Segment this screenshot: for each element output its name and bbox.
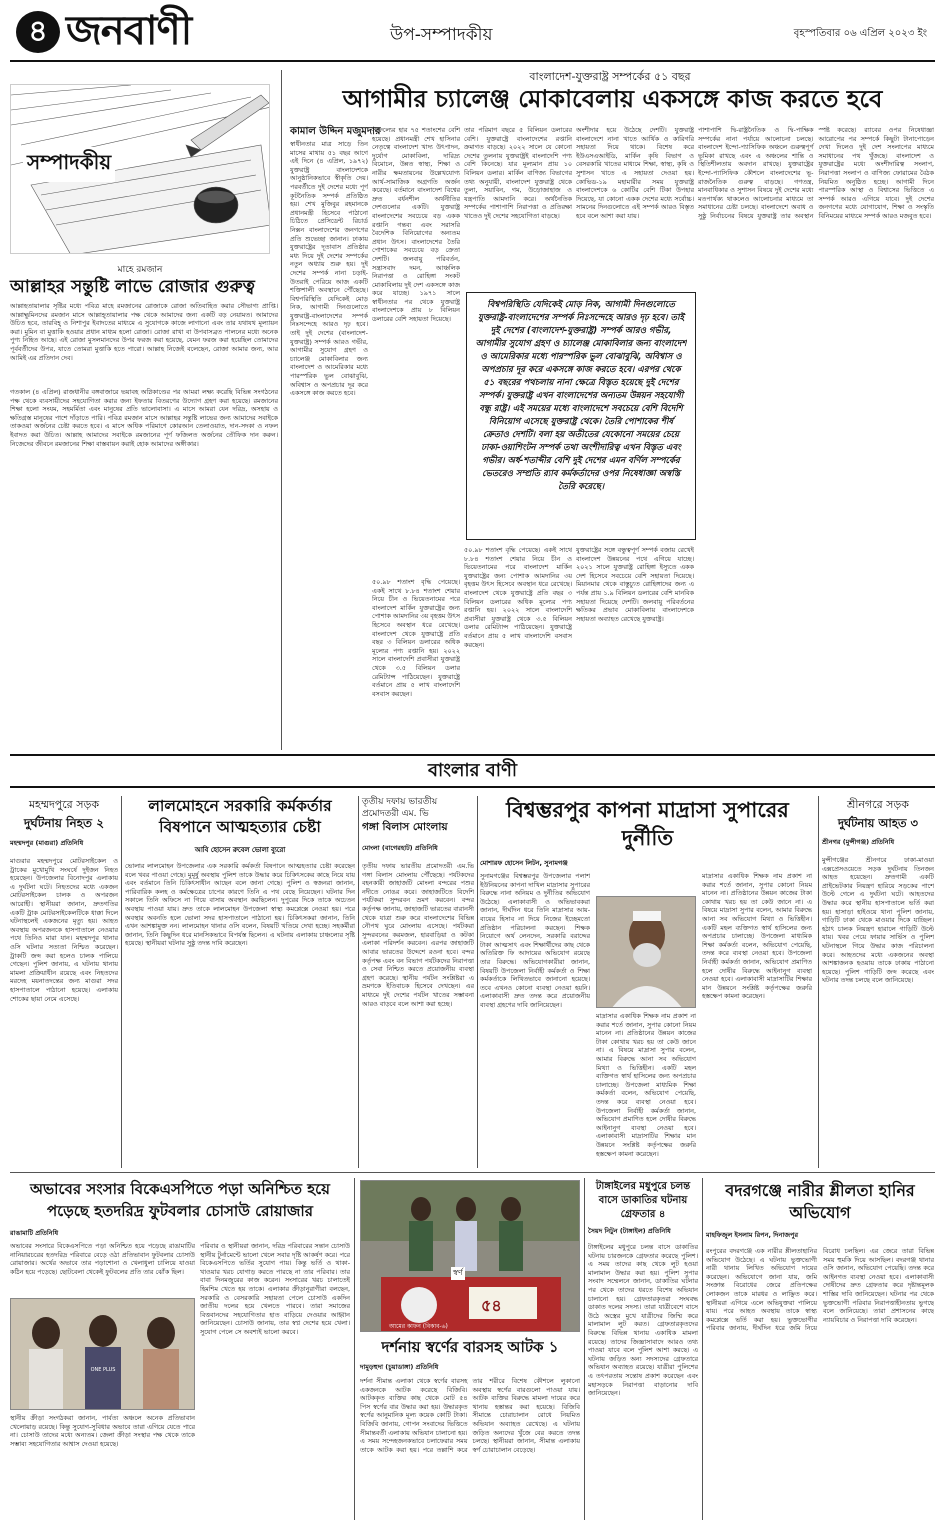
news-9-byline: মাহফিজুল ইসলাম রিপন, দিনাজপুর: [706, 1231, 799, 1239]
news-divider-2: [358, 796, 359, 1168]
gold-label: স্বর্ণ: [451, 1267, 465, 1280]
feature-kicker: বাংলাদেশ-যুক্তরাষ্ট্র সম্পর্কের ৫১ বছর: [529, 70, 691, 83]
news-6-byline: রাঙামাটি প্রতিনিধি: [10, 1229, 59, 1237]
news-5-title: দুর্ঘটনায় আহত ৩: [838, 816, 918, 830]
section-banner-title: বাংলার বাণী: [427, 760, 518, 781]
editorial-title: আল্লাহর সন্তুষ্টি লাভে রোজার গুরুত্ব: [10, 277, 255, 297]
seizure-photo: [361, 1181, 580, 1332]
feature-title: আগামীর চ্যালেঞ্জ মোকাবেলায় একসঙ্গে কাজ করতে হবে: [342, 85, 883, 113]
feature-author: কামাল উদ্দিন মজুমদার: [290, 126, 381, 137]
editorial-kicker: মাহে রমজান: [117, 265, 163, 275]
news-6-body-3: স্থানীয় ক্রীড়া সংগঠকরা জানান, পার্বত্য অঞ্চলে অনেক প্রতিভাবান খেলোয়াড় রয়েছে। কিন্তু সুযোগ-সুবিধার অভাবে তারা এগিয়ে যেতে পারে না। চোসাউ তাদের মধ্যে অন্যতম। জেলা ক্রীড়া সংস্থার পক্ষ থেকে তাকে সম্ভাব্য সহযোগিতার আশ্বাস দেওয়া হয়েছে।: [10, 1414, 195, 1448]
feature-pull-quote: [466, 292, 696, 540]
news-2-title: লালমোহনে সরকারি কর্মকর্তার বিষপানে আত্মহত্যার চেষ্টা: [148, 797, 332, 836]
news-divider-3: [477, 796, 478, 1168]
news-9: [706, 1180, 934, 1520]
news-9-title: বদরগঞ্জে নারীর শ্লীলতা হানির অভিযোগ: [725, 1181, 915, 1222]
page-header: [10, 8, 935, 56]
news-3-body: তৃতীয় দফায় ভারতীয় প্রমোদতরী এম.ভি গঙ্গা বিলাস মোংলায় পৌঁছেছে। পর্যটকদের বহনকারী জাহাজটি মোংলা বন্দরের পশুর নদীতে নোঙর করে। জাহাজটিতে বিদেশি পর্যটকরা সুন্দরবন ভ্রমণ করবেন। বন্দর কর্তৃপক্ষ জানায়, জাহাজটি ভারতের বারানসী থেকে যাত্রা শুরু করে বাংলাদেশের বিভিন্ন নৌপথ ঘুরে মোংলায় এসেছে। পর্যটকরা সুন্দরবনের করমজল, হারবাড়িয়া ও কটকা এলাকা পরিদর্শন করবেন। এরপর জাহাজটি আবার ভারতের উদ্দেশে রওনা হবে। বন্দর কর্তৃপক্ষ এবং বন বিভাগ পর্যটকদের নিরাপত্তা ও সেবা নিশ্চিত করতে প্রয়োজনীয় ব্যবস্থা গ্রহণ করেছে। স্থানীয় পর্যটন সংশ্লিষ্টরা এ ভ্রমণকে ইতিবাচক হিসেবে দেখছেন। এর মাধ্যমে দুই দেশের পর্যটন খাতের সম্ভাবনা আরও বাড়বে বলে আশা করা হচ্ছে।: [362, 862, 474, 1008]
news-5-body: মুন্সীগঞ্জের শ্রীনগরে ঢাকা-মাওয়া এক্সপ্রেসওয়েতে সড়ক দুর্ঘটনায় তিনজন আহত হয়েছেন। দ্রুতগামী একটি প্রাইভেটকার নিয়ন্ত্রণ হারিয়ে সড়কের পাশে উল্টে গেলে এ দুর্ঘটনা ঘটে। আহতদের উদ্ধার করে স্থানীয় হাসপাতালে ভর্তি করা হয়। হাসাড়া হাইওয়ে থানা পুলিশ জানায়, গাড়িটি ঢাকা থেকে মাওয়ার দিকে যাচ্ছিল। হঠাৎ চালক নিয়ন্ত্রণ হারালে গাড়িটি উল্টে যায়। খবর পেয়ে ফায়ার সার্ভিস ও পুলিশ ঘটনাস্থলে গিয়ে উদ্ধার কাজ পরিচালনা করে। আহতদের মধ্যে একজনের অবস্থা আশঙ্কাজনক হওয়ায় তাকে ঢাকায় পাঠানো হয়েছে। পুলিশ গাড়িটি জব্দ করেছে এবং ঘটনার তদন্ত চলছে বলে জানিয়েছে।: [822, 856, 934, 985]
news-4-title: বিশ্বম্ভরপুর কাপনা মাদ্রাসা সুপারের দুর্নীতি: [506, 798, 789, 850]
news-8-body: টাঙ্গাইলের মধুপুরে চলন্ত বাসে ডাকাতির ঘটনায় চারজনকে গ্রেফতার করেছে পুলিশ। এ সময় তাদের কাছ থেকে লুট হওয়া মালামাল উদ্ধার করা হয়। পুলিশ সুপার সংবাদ সম্মেলনে জানান, ডাকাতির ঘটনার পর থেকে তাদের ধরতে বিশেষ অভিযান চালানো হয়। গ্রেফতারকৃতরা সংঘবদ্ধ ডাকাত দলের সদস্য। তারা যাত্রীবেশে বাসে উঠে অস্ত্রের মুখে যাত্রীদের জিম্মি করে মালামাল লুট করত। গ্রেফতারকৃতদের বিরুদ্ধে বিভিন্ন থানায় একাধিক মামলা রয়েছে। তাদের জিজ্ঞাসাবাদে আরও তথ্য পাওয়া যাবে বলে পুলিশ আশা করছে। এ ঘটনায় জড়িত অন্য সদস্যদের গ্রেফতারে অভিযান অব্যাহত রয়েছে। যাত্রীরা পুলিশের এ তৎপরতায় সন্তোষ প্রকাশ করেছেন এবং মহাসড়কে নিরাপত্তা বাড়ানোর দাবি জানিয়েছেন।: [588, 1243, 698, 1398]
feature-col-bottom-1: ৫০.৯৮ শতাংশ বৃদ্ধি পেয়েছে। একই সাথে ৮.৮৪ শতাংশ শেয়ার নিয়ে চীন ও ভিয়েতনামের পরে বাংলাদেশ মার্কিন যুক্তরাষ্ট্রের জন্য পোশাক আমদানির ৩য় বৃহত্তম উৎস হিসেবে অবস্থান ধরে রেখেছে। বাংলাদেশ থেকে যুক্তরাষ্ট্রে প্রতি বছর ৩ বিলিয়ন ডলারের অধিক মূল্যের পণ্য রপ্তানি হয়। ২০২২ সালে বাংলাদেশি প্রবাসীরা যুক্তরাষ্ট্র থেকে ৩.৫ বিলিয়ন ডলার রেমিট্যান্স পাঠিয়েছেন। যুক্তরাষ্ট্রে বর্তমানে প্রায় ৫ লাখ বাংলাদেশি বসবাস করছেন।: [372, 578, 460, 698]
logo-part2: বাণী: [123, 8, 192, 54]
news-1-body: মাগুরার মহম্মদপুরে মোটরসাইকেল ও ট্রাকের মুখোমুখি সংঘর্ষে দুইজন নিহত হয়েছেন। উপজেলার বিনোদপুর এলাকায় এ দুর্ঘটনা ঘটে। নিহতদের মধ্যে একজন মোটরসাইকেল চালক ও অপরজন আরোহী। স্থানীয়রা জানান, দ্রুতগতির একটি ট্রাক মোটরসাইকেলটিকে ধাক্কা দিলে ঘটনাস্থলেই একজনের মৃত্যু হয়। আহত অবস্থায় অপরজনকে হাসপাতালে নেওয়ার পথে তিনিও মারা যান। মহম্মদপুর থানার ওসি ঘটনার সত্যতা নিশ্চিত করেছেন। ট্রাকটি জব্দ করা হলেও চালক পালিয়ে গেছেন। পুলিশ জানায়, এ ঘটনায় থানায় মামলা প্রক্রিয়াধীন রয়েছে এবং নিহতদের মরদেহ ময়নাতদন্তের জন্য মাগুরা সদর হাসপাতালে পাঠানো হয়েছে। এলাকায় শোকের ছায়া নেমে এসেছে।: [10, 857, 118, 1003]
news-4-body-2: মাদ্রাসার একাধিক শিক্ষক নাম প্রকাশ না করার শর্তে জানান, সুপার কোনো নিয়ম মানেন না। প্রতিষ্ঠানের উন্নয়ন কাজের টাকা কোথায় খরচ হয় তা কেউ জানে না। এ বিষয়ে মাদ্রাসা সুপার বলেন, আমার বিরুদ্ধে আনা সব অভিযোগ মিথ্যা ও ভিত্তিহীন। একটি মহল ব্যক্তিগত স্বার্থ হাসিলের জন্য অপপ্রচার চালাচ্ছে। উপজেলা মাধ্যমিক শিক্ষা কর্মকর্তা বলেন, অভিযোগ পেয়েছি, তদন্ত করে ব্যবস্থা নেওয়া হবে। উপজেলা নির্বাহী কর্মকর্তা জানান, অভিযোগ প্রমাণিত হলে দোষীর বিরুদ্ধে আইনানুগ ব্যবস্থা নেওয়া হবে। এলাকাবাসী মাদ্রাসাটির শিক্ষার মান উন্নয়নে সংশ্লিষ্ট কর্তৃপক্ষের জরুরি হস্তক্ষেপ কামনা করেছেন।: [702, 872, 812, 1001]
editorial-body-1: আল্লাহতায়ালার সৃষ্টির মধ্যে পবিত্র মাহে রমজানের রোজাকে রোজা অতিবাহিত করার সৌভাগ্য প্রাপ্তি। আল্লাহ্মুমিনদের রমজান মাসে আল্লাহ্তায়ালার পক্ষ থেকে আমাদের জন্য একটি বড় নেয়ামত। আমাদের উচিত হবে, তারবিহ্‌ ও নিশাপুর ইবাদতের মাধ্যমে এ সুযোগকে কাজে লাগানো এবং তার যথাযথ মূল্যায়ন করা। মুমিন বা মুত্তাকি হওয়ার প্রধান মাধ্যম হলো রোজা। রোজা রাখা বা উপবাসব্রত পালনের মধ্যে অনেক পুণ্য নিহিত আছে। এই রোজা মুসলমানদের উপর ফরজ করা হয়েছে, যেমন ফরজ করা হয়েছিল তোমাদের পূর্ববর্তীদের উপর, যাতে তোমরা মুত্তাকি হতে পারো। আল্লাহ নিজেই বলেছেন, রোজা আমার জন্য, আর আমিই এর প্রতিদান দেব।: [10, 302, 278, 362]
news-3: [362, 796, 474, 1168]
logo: [66, 8, 191, 54]
feature-col-3: তার পরিমাণ বছরে ৫ বিলিয়ন ডলারের বেশি। যুক্তরাষ্ট্রে বাংলাদেশের রপ্তানি ক্রমাগত বাড়ছে। ২০২২ সালে যে কোনো দেশের তুলনায় যুক্তরাষ্ট্রই বাংলাদেশি পণ্য বেশি কিনেছে। যার মূল্যমান প্রায় ১০ বিলিয়ন ডলার। মার্কিন বাণিজ্য বিভাগের তথ্য অনুযায়ী, বাংলাদেশ যুক্তরাষ্ট্র থেকে তুলা, সয়াবিন, গম, উড়োজাহাজ ও যন্ত্রপাতি আমদানি করে। অর্থনৈতিক সম্পর্কের পাশাপাশি নিরাপত্তা ও প্রতিরক্ষা খাতেও দুই দেশের সহযোগিতা বাড়ছে।: [464, 126, 572, 220]
news-6-body-2: পরিবার ও স্থানীয়রা জানান, দরিদ্র পরিবারের সন্তান চোসাউ স্থানীয় টুর্নামেন্টে ভালো খেলে সবার দৃষ্টি আকর্ষণ করে। পরে বিকেএসপিতে ভর্তির সুযোগ পায়। কিন্তু ভর্তি ও থাকা-খাওয়ার খরচ যোগাড় করতে পারছে না তার পরিবার। তার বাবা দিনমজুরের কাজ করেন। সংসারের খরচ চালাতেই হিমশিম খেতে হয় তাকে। এলাকার ক্রীড়ানুরাগীরা বলছেন, সরকারি ও বেসরকারি সহায়তা পেলে চোসাউ একদিন জাতীয় দলের হয়ে খেলতে পারবে। তারা সমাজের বিত্তবানদের সহযোগিতার হাত বাড়িয়ে দেওয়ার আহ্বান জানিয়েছেন। চোসাউ জানায়, তার স্বপ্ন দেশের হয়ে খেলা। সুযোগ পেলে সে অবশ্যই ভালো করবে।: [200, 1242, 350, 1336]
news-7-title: দর্শনায় স্বর্ণের বারসহ আটক ১: [381, 1338, 559, 1356]
news-2-body: ভোলার লালমোহন উপজেলার এক সরকারি কর্মকর্তা বিষপানে আত্মহত্যার চেষ্টা করেছেন বলে খবর পাওয়া গেছে। মুমূর্ষু অবস্থায় পুলিশ তাকে উদ্ধার করে চিকিৎসকের কাছে নিয়ে যায় এবং বর্তমানে তিনি চিকিৎসাধীন আছেন বলে জানা গেছে। পুলিশ ও স্বজনরা জানান, পারিবারিক কলহ ও কর্মক্ষেত্রের চাপের কারণে তিনি এ পথ বেছে নিয়েছেন। ঘটনার দিন সকালে তিনি অফিসে না গিয়ে বাসায় অবস্থান করছিলেন। দুপুরের দিকে তাকে অচেতন অবস্থায় পাওয়া যায়। দ্রুত তাকে লালমোহন উপজেলা স্বাস্থ্য কমপ্লেক্সে নেওয়া হয়। পরে অবস্থার অবনতি হলে ভোলা সদর হাসপাতালে পাঠানো হয়। চিকিৎসকরা জানান, তিনি এখন আশঙ্কামুক্ত নন। লালমোহন থানার ওসি বলেন, বিষয়টি খতিয়ে দেখা হচ্ছে। সহকর্মীরা জানান, তিনি কিছুদিন ধরে মানসিকভাবে বিপর্যস্ত ছিলেন। এ ঘটনায় এলাকায় চাঞ্চল্যের সৃষ্টি হয়েছে। স্থানীয়রা ঘটনার সুষ্ঠু তদন্ত দাবি করেছেন।: [125, 862, 355, 948]
feature-col-2: সাফল্যের হার ৭৫ শতাংশের বেশি হয়েছে। প্রধানমন্ত্রী শেখ হাসিনার নেতৃত্বে বাংলাদেশ খাদ্য উৎপাদন, দুর্যোগ মোকাবিলা, দারিদ্র্য বিমোচন, উন্নত স্বাস্থ্য, শিক্ষা ও নারীর ক্ষমতায়নের উল্লেখযোগ্য আর্থ-সামাজিক অগ্রগতি অর্জন করেছে। বর্তমানে বাংলাদেশ বিশ্বের দ্রুত বর্ধনশীল অর্থনীতির দেশগুলোর একটি। যুক্তরাষ্ট্র বাংলাদেশের সবচেয়ে বড় একক রপ্তানি গন্তব্য এবং সরাসরি বৈদেশিক বিনিয়োগের অন্যতম প্রধান উৎস। বাংলাদেশের তৈরি পোশাকের সবচেয়ে বড় ক্রেতা দেশটি। জলবায়ু পরিবর্তন, সন্ত্রাসবাদ দমন, আঞ্চলিক নিরাপত্তা ও রোহিঙ্গা সংকট মোকাবিলায় দুই দেশ একসঙ্গে কাজ করে যাচ্ছে। ১৯৭১ সালে স্বাধীনতার পর থেকে যুক্তরাষ্ট্র বাংলাদেশকে প্রায় ৮ বিলিয়ন ডলারের বেশি সহায়তা দিয়েছে।: [372, 126, 460, 324]
shirt-text: ONE PLUS: [90, 1367, 116, 1373]
feature-col-5: পাশাপাশি দ্বি-রাষ্ট্রনৈতিক ও দ্বি-পাক্ষিক সম্পর্কের নানা পর্যায়ে আলোচনা চলছে। বাংলাদেশ ইন্দো-প্যাসিফিক অঞ্চলে গুরুত্বপূর্ণ ভূমিকা রাখছে এবং এ অঞ্চলের শান্তি ও স্থিতিশীলতায় অবদান রাখছে। যুক্তরাষ্ট্রের ইন্দো-প্যাসিফিক কৌশলে বাংলাদেশের ভূ-রাজনৈতিক গুরুত্ব বাড়ছে। গণতন্ত্র, মানবাধিকার ও সুশাসন বিষয়ে দুই দেশের মধ্যে মতপার্থক্য থাকলেও আলোচনার মাধ্যমে তা সমাধানের চেষ্টা চলছে। বাংলাদেশে অবাধ ও সুষ্ঠু নির্বাচনের বিষয়ে যুক্তরাষ্ট্র তার অবস্থান স্পষ্ট করেছে। র‍্যাবের ওপর নিষেধাজ্ঞা আরোপের পর সম্পর্কে কিছুটা টানাপোড়েন দেখা দিলেও দুই দেশ সংলাপের মাধ্যমে সমাধানের পথ খুঁজছে। বাংলাদেশ ও যুক্তরাষ্ট্রের মধ্যে অংশীদারিত্ব সংলাপ, নিরাপত্তা সংলাপ ও বাণিজ্য ফোরামের বৈঠক নিয়মিত অনুষ্ঠিত হচ্ছে। আগামী দিনে পারস্পরিক আস্থা ও বিশ্বাসের ভিত্তিতে এ সম্পর্ক আরও এগিয়ে যাবে। দুই দেশের জনগণের মধ্যে যোগাযোগ, শিক্ষা ও সংস্কৃতি বিনিময়ের মাধ্যমে সম্পর্ক আরও মজবুত হবে।: [698, 126, 934, 220]
news-divider-4: [818, 796, 819, 1168]
column-divider: [281, 70, 282, 750]
news-4-photo: [596, 896, 696, 1008]
news-7-photo: [360, 1180, 580, 1332]
banner-text: আমের কাফন (বিকাব-৬): [389, 1323, 448, 1330]
news-5: [822, 796, 934, 1168]
page-number-badge: ৪: [16, 11, 60, 53]
header-date: বৃহস্পতিবার ০৬ এপ্রিল ২০২৩ ইং: [793, 28, 927, 39]
feature-col-bottom-3: যুক্তরাষ্ট্রের সঙ্গে বন্ধুত্বপূর্ণ সম্পর্ক বজায় রেখেই বাংলাদেশ উন্নয়নের পথে এগিয়ে যাচ্ছে। ২০২১ সালে যুক্তরাষ্ট্র রোহিঙ্গা ইস্যুতে একক দেশ হিসেবে সবচেয়ে বেশি সহায়তা দিয়েছে। মিয়ানমার থেকে বাস্তুচ্যুত রোহিঙ্গাদের জন্য এ পর্যন্ত প্রায় ১.৯ বিলিয়ন ডলারের বেশি মানবিক সহায়তা দিয়েছে দেশটি। জলবায়ু পরিবর্তনের ক্ষতিকর প্রভাব মোকাবিলায় বাংলাদেশকে সহায়তা অব্যাহত রেখেছে যুক্তরাষ্ট্র।: [576, 546, 694, 623]
person-photo: [597, 897, 696, 1008]
pull-quote-text: বিশ্বপরিস্থিতি যেদিকেই মোড় নিক, আগামী দিনগুলোতে যুক্তরাষ্ট্র-বাংলাদেশের সম্পর্ক নিঃসন্দেহে আরও দৃঢ় হবে। তাই দুই দেশের (বাংলাদেশ-যুক্তরাষ্ট্র) সম্পর্ক আরও গভীর, আগামীর সুযোগ গ্রহণ ও চ্যালেঞ্জ মোকাবিলার জন্য বাংলাদেশ ও আমেরিকার মধ্যে পারস্পরিক ভুল বোঝাবুঝি, অবিশ্বাস ও অপপ্রচার দূর করে একসঙ্গে কাজ করতে হবে। এরপর থেকে ৫১ বছরের পথচলায় নানা ক্ষেত্রে বিস্তৃত হয়েছে দুই দেশের সম্পর্ক। যুক্তরাষ্ট্র এখন বাংলাদেশের অন্যতম উন্নয়ন সহযোগী বন্ধু রাষ্ট্র। এই সময়ের মধ্যে বাংলাদেশে সবচেয়ে বেশি বিদেশি বিনিয়োগ এসেছে যুক্তরাষ্ট্র থেকে। তৈরি পোশাকের শীর্ষ ক্রেতাও দেশটি। বলা হয় অতীতের যেকোনো সময়ের চেয়ে ঢাকা-ওয়াশিংটন সম্পর্ক তথা অংশীদারিত্ব এখন বিস্তৃত এবং গভীর। অর্ধ-শতাব্দীর বেশি দুই দেশের এমন বর্ণিল সম্পর্কের ভেতরেও সম্প্রতি র‍্যাব কর্মকর্তাদের ওপর নিষেধাজ্ঞা অস্বস্তি তৈরি করেছে।: [475, 300, 687, 492]
feature-col-4: অংশীদার হয়ে উঠেছে দেশটি। যুক্তরাষ্ট্র বাংলাদেশে নানা খাতে আর্থিক ও কারিগরি সহায়তা দিয়ে থাকে। বিশেষ করে ইউএসএআইডি, মার্কিন কৃষি বিভাগ ও বেসরকারি খাতের মাধ্যমে শিক্ষা, স্বাস্থ্য, কৃষি ও সুশাসন খাতে এ সহায়তা দেওয়া হয়। কোভিড-১৯ মহামারীর সময় যুক্তরাষ্ট্র বাংলাদেশকে ৬ কোটির বেশি টিকা উপহার দিয়েছে, যা কোনো একক দেশের মধ্যে সর্বোচ্চ। সামনের দিনগুলোতে এই সম্পর্ক আরও বিস্তৃত হবে বলে আশা করা যায়।: [576, 126, 694, 220]
bottom-section-rule: [10, 1172, 935, 1173]
header-rule: [10, 60, 935, 62]
feature-col-bottom-2: ৫০.৯৮ শতাংশ বৃদ্ধি পেয়েছে। একই সাথে ৮.৮৪ শতাংশ শেয়ার নিয়ে চীন ও ভিয়েতনামের পরে বাংলাদেশ মার্কিন যুক্তরাষ্ট্রের জন্য পোশাক আমদানির ৩য় বৃহত্তম উৎস হিসেবে অবস্থান ধরে রেখেছে। বাংলাদেশ থেকে যুক্তরাষ্ট্রে প্রতি বছর ৩ বিলিয়ন ডলারের অধিক মূল্যের পণ্য রপ্তানি হয়। ২০২২ সালে বাংলাদেশি প্রবাসীরা যুক্তরাষ্ট্র থেকে ৩.৫ বিলিয়ন ডলার রেমিট্যান্স পাঠিয়েছেন। যুক্তরাষ্ট্রে বর্তমানে প্রায় ৫ লাখ বাংলাদেশি বসবাস করছেন।: [464, 546, 572, 649]
news-8-title: টাঙ্গাইলের মধুপুরে চলন্ত বাসে ডাকাতির ঘটনায় গ্রেফতার ৪: [595, 1181, 691, 1220]
editorial-body-2: গতকাল (৪ এপ্রিল) রাজধানীর বঙ্গবাজারে ভয়াবহ অগ্নিকাণ্ডের পর আমরা লক্ষ্য করেছি বিভিন্ন সংগঠনের পক্ষ থেকে ব্যবসায়ীদের সহযোগিতা করার জন্য ইফতার বিতরণের উদ্যোগ গ্রহণ করা হয়েছে। রমজানের শিক্ষা হলো সংযম, সহমর্মিতা এবং মানুষের প্রতি ভালোবাসা। এ মাসে আমরা যেন দরিদ্র, অসহায় ও ক্ষতিগ্রস্ত মানুষের পাশে দাঁড়াতে পারি। পবিত্র রমজান মাসে আল্লাহর সন্তুষ্টি লাভের জন্য আমাদের সবাইকে তাকওয়া অর্জনের চেষ্টা করতে হবে। এ মাসে অধিক পরিমাণে কোরআন তেলাওয়াত, দান-সদকা ও নফল ইবাদত করা উচিত। আল্লাহ আমাদের সবাইকে রমজানের পূর্ণ ফজিলত অর্জনের তৌফিক দান করুন। নিজেদের জীবনে রমজানের শিক্ষা বাস্তবায়ন করাই হোক আমাদের অঙ্গীকার।: [10, 388, 278, 448]
news-divider-6: [584, 1178, 585, 1520]
news-5-kicker: শ্রীনগরে সড়ক: [846, 798, 909, 811]
logo-part1: জন: [66, 8, 124, 54]
news-divider-5: [354, 1178, 355, 1520]
section-title: উপ-সম্পাদকীয়: [390, 25, 493, 45]
gold-count: ৫৪: [481, 1296, 502, 1315]
news-7: [360, 1336, 580, 1520]
news-9-body: রংপুরের বদরগঞ্জে এক নারীর শ্লীলতাহানির অভিযোগ উঠেছে। এ ঘটনায় ভুক্তভোগী নারী থানায় লিখিত অভিযোগ দায়ের করেছেন। অভিযোগে জানা যায়, জমি সংক্রান্ত বিরোধের জেরে প্রতিপক্ষের লোকজন তাকে মারধর ও লাঞ্ছিত করে। স্থানীয়রা এগিয়ে এলে অভিযুক্তরা পালিয়ে যায়। পরে আহত অবস্থায় তাকে স্বাস্থ্য কমপ্লেক্সে ভর্তি করা হয়। ভুক্তভোগীর পরিবার জানায়, দীর্ঘদিন ধরে জমি নিয়ে বিরোধ চলছিল। এর জেরে তারা বিভিন্ন সময় হুমকি দিয়ে আসছিল। বদরগঞ্জ থানার ওসি জানান, অভিযোগ পেয়েছি। তদন্ত করে আইনগত ব্যবস্থা নেওয়া হবে। এলাকাবাসী দোষীদের দ্রুত গ্রেফতার করে দৃষ্টান্তমূলক শাস্তির দাবি জানিয়েছেন। ঘটনার পর থেকে ভুক্তভোগী পরিবার নিরাপত্তাহীনতায় ভুগছে বলে জানিয়েছে। তারা প্রশাসনের কাছে ন্যায়বিচার ও নিরাপত্তা দাবি করেছেন।: [706, 1247, 934, 1333]
footballers-photo: [11, 1299, 195, 1410]
news-4: [480, 796, 815, 1168]
editorial-label: সম্পাদকীয়: [23, 147, 115, 182]
news-4-body-1: সুনামগঞ্জের বিশ্বম্ভরপুর উপজেলার পলাশ ইউনিয়নের কাপনা দাখিল মাদ্রাসার সুপারের বিরুদ্ধে নানা অনিয়ম ও দুর্নীতির অভিযোগ উঠেছে। এলাকাবাসী ও অভিভাবকরা জানান, দীর্ঘদিন ধরে তিনি মাদ্রাসার আয়-ব্যয়ের হিসাব না দিয়ে নিজের ইচ্ছেমতো প্রতিষ্ঠান পরিচালনা করছেন। শিক্ষক নিয়োগে অর্থ লেনদেন, সরকারি বরাদ্দের টাকা আত্মসাৎ এবং শিক্ষার্থীদের কাছ থেকে অতিরিক্ত ফি আদায়ের অভিযোগ রয়েছে তার বিরুদ্ধে। অভিযোগকারীরা জানান, বিষয়টি উপজেলা নির্বাহী কর্মকর্তা ও শিক্ষা কর্মকর্তাকে লিখিতভাবে জানানো হয়েছে। তবে এখনও কোনো ব্যবস্থা নেওয়া হয়নি। এলাকাবাসী দ্রুত তদন্ত করে প্রয়োজনীয় ব্যবস্থা গ্রহণের দাবি জানিয়েছেন।: [480, 872, 590, 1009]
news-3-kicker: তৃতীয় দফায় ভারতীয় প্রমোদতরী এম. ভি: [362, 797, 438, 819]
news-6-title: অভাবের সংসার বিকেএসপিতে পড়া অনিশ্চিত হয়ে পড়েছে হতদরিদ্র ফুটবলার চোসাউ রোয়াজার: [29, 1180, 331, 1220]
news-8-byline: সৈয়দ নিটুন (টাঙ্গাইল) প্রতিনিধি: [588, 1227, 671, 1235]
news-7-byline: দামুড়হুদা (চুয়াডাঙ্গা) প্রতিনিধি: [360, 1363, 439, 1371]
news-2-byline: আবি হোসেন রুবেল ভোলা ব্যুরো: [194, 846, 286, 854]
news-6: [10, 1178, 350, 1520]
news-divider-1: [121, 796, 122, 1168]
news-7-body: দর্শনা সীমান্ত এলাকা থেকে স্বর্ণের বারসহ একজনকে আটক করেছে বিজিবি। আটককৃত ব্যক্তির কাছ থেকে মোট ৫৪ পিস স্বর্ণের বার উদ্ধার করা হয়। উদ্ধারকৃত স্বর্ণের আনুমানিক মূল্য কয়েক কোটি টাকা। বিজিবি জানায়, গোপন সংবাদের ভিত্তিতে সীমান্তবর্তী এলাকায় অভিযান চালানো হয়। এ সময় সন্দেহজনকভাবে চলাফেরার সময় তাকে আটক করা হয়। পরে তল্লাশি করে তার শরীরে বিশেষ কৌশলে লুকানো অবস্থায় স্বর্ণের বারগুলো পাওয়া যায়। আটক ব্যক্তির বিরুদ্ধে মামলা দায়ের করে থানায় হস্তান্তর করা হয়েছে। বিজিবি সীমান্তে চোরাচালান রোধে নিয়মিত অভিযান অব্যাহত রেখেছে। এ ঘটনায় জড়িত অন্যদের খুঁজে বের করতে তদন্ত চলছে। স্থানীয়রা জানান, সীমান্ত এলাকায় স্বর্ণ চোরাচালান বেড়েছে।: [360, 1377, 580, 1454]
news-1-kicker: মহম্মদপুরে সড়ক: [28, 798, 100, 811]
news-4-body-3: মাদ্রাসার একাধিক শিক্ষক নাম প্রকাশ না করার শর্তে জানান, সুপার কোনো নিয়ম মানেন না। প্রতিষ্ঠানের উন্নয়ন কাজের টাকা কোথায় খরচ হয় তা কেউ জানে না। এ বিষয়ে মাদ্রাসা সুপার বলেন, আমার বিরুদ্ধে আনা সব অভিযোগ মিথ্যা ও ভিত্তিহীন। একটি মহল ব্যক্তিগত স্বার্থ হাসিলের জন্য অপপ্রচার চালাচ্ছে। উপজেলা মাধ্যমিক শিক্ষা কর্মকর্তা বলেন, অভিযোগ পেয়েছি, তদন্ত করে ব্যবস্থা নেওয়া হবে। উপজেলা নির্বাহী কর্মকর্তা জানান, অভিযোগ প্রমাণিত হলে দোষীর বিরুদ্ধে আইনানুগ ব্যবস্থা নেওয়া হবে। এলাকাবাসী মাদ্রাসাটির শিক্ষার মান উন্নয়নে সংশ্লিষ্ট কর্তৃপক্ষের জরুরি হস্তক্ষেপ কামনা করেছেন।: [596, 1012, 696, 1158]
news-1: [10, 796, 118, 1168]
news-divider-7: [702, 1178, 703, 1520]
news-8: [588, 1180, 698, 1520]
news-6-photo: [10, 1298, 195, 1410]
news-5-byline: শ্রীনগর (মুন্সীগঞ্জ) প্রতিনিধি: [822, 838, 895, 846]
news-3-byline: মোংলা (বাগেরহাট) প্রতিনিধি: [362, 844, 438, 852]
news-3-title: গঙ্গা বিলাস মোংলায়: [362, 821, 448, 833]
news-1-byline: মহম্মদপুর (মাগুরা) প্রতিনিধি: [10, 839, 84, 847]
news-6-body-1: অভাবের সংসারে বিকেএসপিতে পড়া অনিশ্চিত হয়ে পড়েছে রাঙামাটির নানিয়ারচরের হতদরিদ্র পরিবারে বেড়ে ওঠা প্রতিভাবান ফুটবলার চোসাউ রোয়াজার। অর্থের অভাবে তার পড়াশোনা ও খেলাধুলা চালিয়ে যাওয়া কঠিন হয়ে পড়েছে। ছোটবেলা থেকেই ফুটবলের প্রতি তার ঝোঁক ছিল।: [10, 1242, 195, 1276]
news-4-byline: মোশারফ হোসেন লিটন, সুনামগঞ্জ: [480, 859, 568, 867]
editorial-illustration: [10, 84, 270, 254]
news-2: [125, 796, 355, 1168]
section-banner: [10, 754, 935, 788]
news-1-title: দুর্ঘটনায় নিহত ২: [23, 816, 105, 830]
feature-col-1: স্বাধীনতার মাত্র সাড়ে তিন মাসের মাথায় ৫১ বছর আগে এই দিনে (৪ এপ্রিল, ১৯৭২) যুক্তরাষ্ট্র বাংলাদেশকে আনুষ্ঠানিকভাবে স্বীকৃতি দেয়। পরবর্তীতে দুই দেশের মধ্যে পূর্ণ কূটনৈতিক সম্পর্ক প্রতিষ্ঠিত হয়। শেখ মুজিবুর রহমানকে প্রধানমন্ত্রী হিসেবে পাঠানো চিঠিতে প্রেসিডেন্ট রিচার্ড নিক্সন বাংলাদেশের জনগণের প্রতি শুভেচ্ছা জানান। ঢাকায় যুক্তরাষ্ট্রের দূতাবাস প্রতিষ্ঠার মধ্য দিয়ে দুই দেশের সম্পর্কের নতুন অধ্যায় শুরু হয়। দুই দেশের সম্পর্ক নানা চড়াই-উতরাই পেরিয়ে আজ একটি শক্তিশালী অবস্থানে পৌঁছেছে। বিশ্বপরিস্থিতি যেদিকেই মোড় নিক, আগামী দিনগুলোতে যুক্তরাষ্ট্র-বাংলাদেশের সম্পর্ক নিঃসন্দেহে আরও দৃঢ় হবে। তাই দুই দেশের (বাংলাদেশ-যুক্তরাষ্ট্র) সম্পর্ক আরও গভীর, আগামীর সুযোগ গ্রহণ ও চ্যালেঞ্জ মোকাবিলার জন্য বাংলাদেশ ও আমেরিকার মধ্যে পারস্পরিক ভুল বোঝাবুঝি, অবিশ্বাস ও অপপ্রচার দূর করে একসঙ্গে কাজ করতে হবে।: [290, 140, 368, 398]
